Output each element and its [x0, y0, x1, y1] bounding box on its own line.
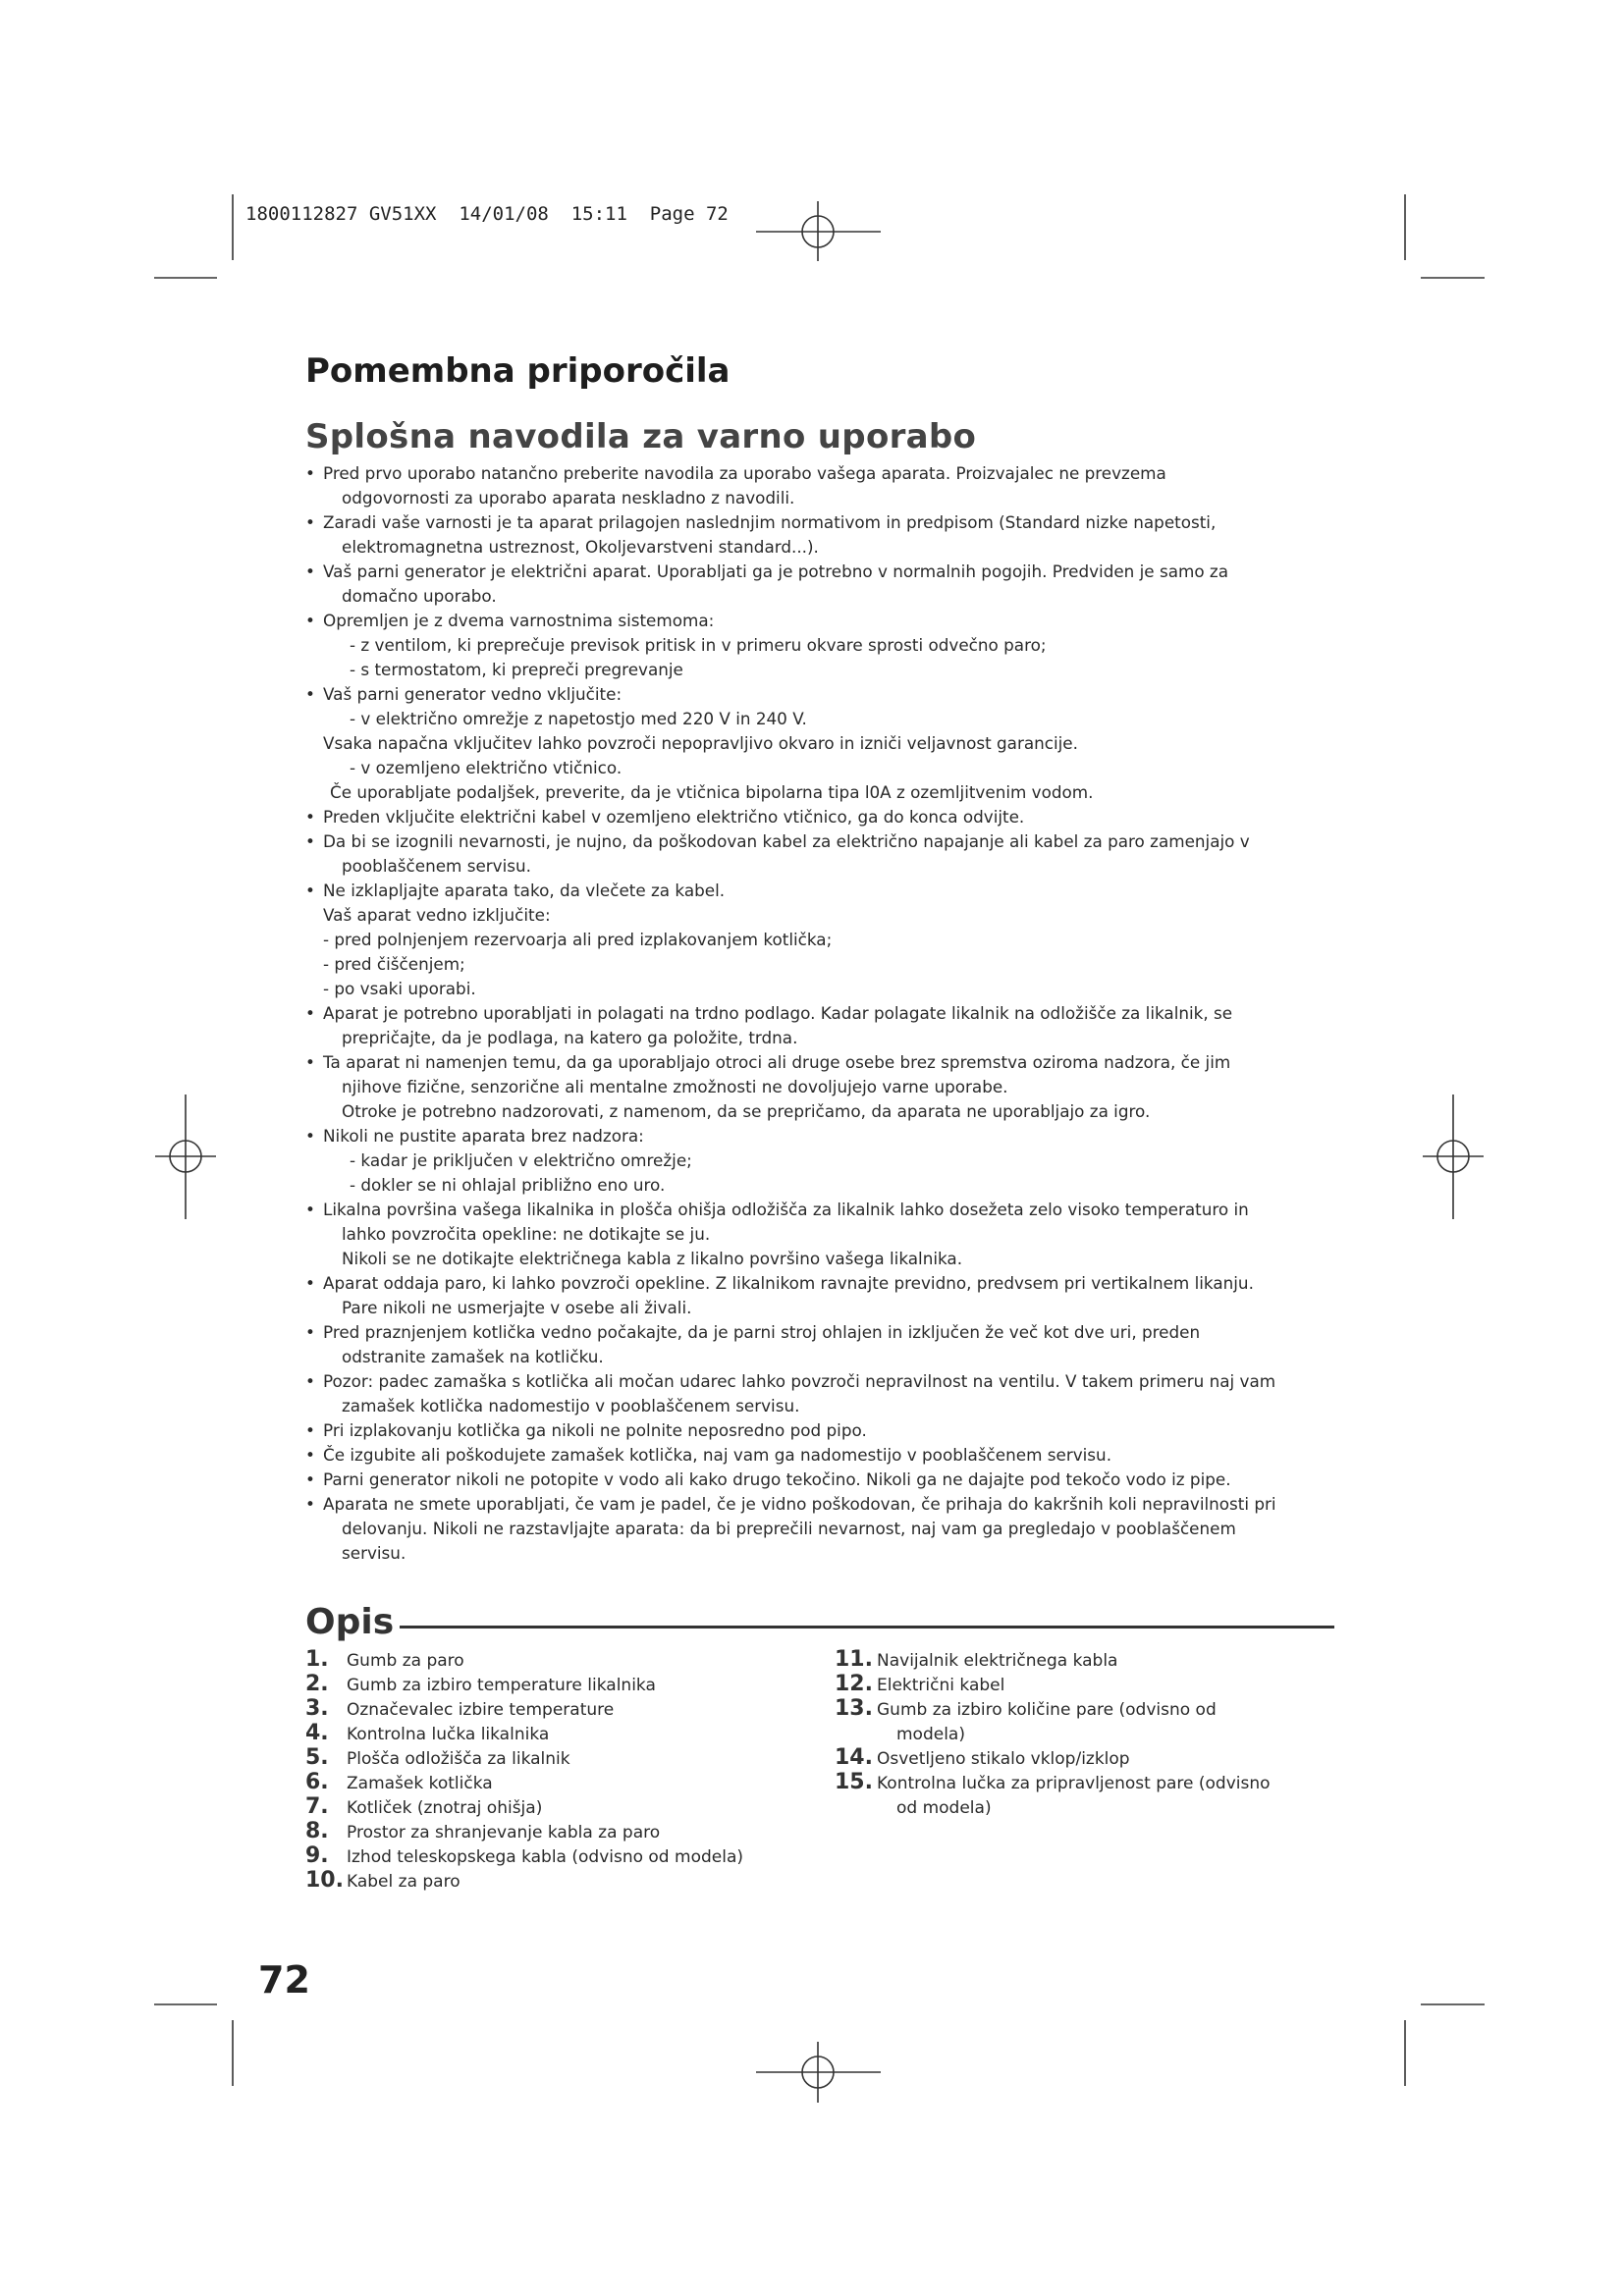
- rule-line: - po vsaki uporabi.: [323, 979, 476, 998]
- rule-item: [305, 461, 1322, 510]
- page-title: Pomembna priporočila: [305, 351, 731, 391]
- part-item: [305, 1796, 816, 1821]
- rule-item: [305, 1050, 1322, 1124]
- rule-line: Pare nikoli ne usmerjajte v osebe ali živali.: [342, 1298, 692, 1317]
- rule-line: Vsaka napačna vključitev lahko povzroči nepopravljivo okvaro in izniči veljavnost garancije.: [323, 733, 1078, 753]
- rule-line: Pozor: padec zamaška s kotlička ali močan udarec lahko povzroči nepravilnost na ventilu. V takem primeru naj vam: [323, 1371, 1276, 1391]
- part-label: Kotliček (znotraj ohišja): [347, 1798, 543, 1818]
- part-item: [835, 1772, 1326, 1821]
- rule-line: pooblaščenem servisu.: [342, 856, 531, 876]
- bullet-icon: •: [305, 1273, 315, 1293]
- part-item: [305, 1698, 816, 1723]
- rule-line: njihove fizične, senzorične ali mentalne zmožnosti ne dovoljujejo varne uporabe.: [342, 1077, 1008, 1096]
- part-label: Električni kabel: [877, 1676, 1005, 1695]
- rule-line: Aparata ne smete uporabljati, če vam je padel, če je vidno poškodovan, če prihaja do kakršnih koli nepravilnosti pri: [323, 1494, 1276, 1514]
- registration-mark-right: [1423, 1095, 1484, 1219]
- rule-line: - s termostatom, ki prepreči pregrevanje: [350, 660, 683, 679]
- part-label: Osvetljeno stikalo vklop/izklop: [877, 1749, 1130, 1769]
- rule-line: prepričajte, da je podlaga, na katero ga položite, trdna.: [342, 1028, 798, 1047]
- part-label: Plošča odložišča za likalnik: [347, 1749, 570, 1769]
- part-label: Izhod teleskopskega kabla (odvisno od modela): [347, 1847, 743, 1867]
- rule-line: Ne izklapljajte aparata tako, da vlečete za kabel.: [323, 881, 726, 900]
- rule-line: Preden vključite električni kabel v ozemljeno električno vtičnico, ga do konca odvijte.: [323, 807, 1025, 827]
- part-number: 15.: [835, 1770, 873, 1794]
- rule-line: elektromagnetna ustreznost, Okoljevarstveni standard...).: [342, 537, 819, 557]
- bullet-icon: •: [305, 831, 315, 851]
- part-item: [305, 1870, 816, 1895]
- rule-line: delovanju. Nikoli ne razstavljajte aparata: da bi preprečili nevarnost, naj vam ga pregledajo v pooblaščenem: [342, 1519, 1236, 1538]
- part-label: Gumb za paro: [347, 1651, 464, 1671]
- rule-line: - kadar je priključen v električno omrežje;: [350, 1150, 692, 1170]
- rule-item: [305, 560, 1322, 609]
- bullet-icon: •: [305, 463, 315, 483]
- bullet-icon: •: [305, 684, 315, 704]
- part-number: 13.: [835, 1696, 873, 1721]
- part-item: [835, 1674, 1326, 1698]
- rule-line: Nikoli se ne dotikajte električnega kabla z likalno površino vašega likalnika.: [342, 1249, 963, 1268]
- part-number: 10.: [305, 1868, 344, 1893]
- rule-item: [305, 829, 1322, 879]
- part-number: 14.: [835, 1745, 873, 1770]
- part-item: [305, 1674, 816, 1698]
- part-item: [835, 1649, 1326, 1674]
- part-number: 9.: [305, 1843, 329, 1868]
- rule-line: Pred praznjenjem kotlička vedno počakajte, da je parni stroj ohlajen in izključen že več kot dve uri, preden: [323, 1322, 1201, 1342]
- rule-line: Pred prvo uporabo natančno preberite navodila za uporabo vašega aparata. Proizvajalec ne prevzema: [323, 463, 1166, 483]
- rule-item: [305, 1124, 1322, 1198]
- part-label: Navijalnik električnega kabla: [877, 1651, 1118, 1671]
- rule-line: Vaš parni generator vedno vključite:: [323, 684, 623, 704]
- rule-line: Ta aparat ni namenjen temu, da ga uporabljajo otroci ali druge osebe brez spremstva oziroma nadzora, če jim: [323, 1052, 1231, 1072]
- bullet-icon: •: [305, 611, 315, 630]
- rule-line: Nikoli ne pustite aparata brez nadzora:: [323, 1126, 644, 1146]
- part-label: Gumb za izbiro količine pare (odvisno od: [877, 1700, 1217, 1720]
- rule-line: - v električno omrežje z napetostjo med 220 V in 240 V.: [350, 709, 807, 728]
- rule-line: - pred čiščenjem;: [323, 954, 465, 974]
- rule-line: Če uporabljate podaljšek, preverite, da je vtičnica bipolarna tipa l0A z ozemljitvenim vodom.: [330, 782, 1094, 802]
- part-number: 11.: [835, 1647, 873, 1672]
- rule-item: [305, 510, 1322, 560]
- part-number: 4.: [305, 1721, 329, 1745]
- rule-item: [305, 1320, 1322, 1369]
- part-label: Označevalec izbire temperature: [347, 1700, 615, 1720]
- part-item: [835, 1698, 1326, 1747]
- bullet-icon: •: [305, 1445, 315, 1465]
- rule-item: [305, 805, 1322, 829]
- rule-line: - pred polnjenjem rezervoarja ali pred izplakovanjem kotlička;: [323, 930, 833, 949]
- rule-line: odstranite zamašek na kotličku.: [342, 1347, 604, 1366]
- part-item: [305, 1747, 816, 1772]
- rule-line: odgovornosti za uporabo aparata neskladno z navodili.: [342, 488, 795, 507]
- bullet-icon: •: [305, 1469, 315, 1489]
- rule-line: Otroke je potrebno nadzorovati, z namenom, da se prepričamo, da aparata ne uporabljajo za igro.: [342, 1101, 1151, 1121]
- bullet-icon: •: [305, 512, 315, 532]
- rule-line: Vaš parni generator je električni aparat. Uporabljati ga je potrebno v normalnih pogojih. Predviden je samo za: [323, 561, 1229, 581]
- rule-line: Če izgubite ali poškodujete zamašek kotlička, naj vam ga nadomestijo v pooblaščenem servisu.: [323, 1445, 1112, 1465]
- rule-item: [305, 1492, 1322, 1566]
- rule-line: Vaš aparat vedno izključite:: [323, 905, 551, 925]
- rule-item: [305, 682, 1322, 805]
- bullet-icon: •: [305, 881, 315, 900]
- part-label: Kontrolna lučka za pripravljenost pare (odvisno: [877, 1774, 1271, 1793]
- rule-line: Likalna površina vašega likalnika in plošča ohišja odložišča za likalnik lahko dosežeta zelo visoko temperaturo in: [323, 1200, 1249, 1219]
- description-heading-row: [305, 1597, 1334, 1646]
- rule-line: Aparat oddaja paro, ki lahko povzroči opekline. Z likalnikom ravnajte previdno, predvsem pri vertikalnem likanju.: [323, 1273, 1254, 1293]
- bullet-icon: •: [305, 1200, 315, 1219]
- rule-line: domačno uporabo.: [342, 586, 497, 606]
- part-label: Zamašek kotlička: [347, 1774, 493, 1793]
- rule-line: servisu.: [342, 1543, 406, 1563]
- part-number: 3.: [305, 1696, 329, 1721]
- rule-line: Zaradi vaše varnosti je ta aparat prilagojen naslednjim normativom in predpisom (Standard nizke napetosti,: [323, 512, 1217, 532]
- part-number: 8.: [305, 1819, 329, 1843]
- part-label: Gumb za izbiro temperature likalnika: [347, 1676, 656, 1695]
- rule-line: - v ozemljeno električno vtičnico.: [350, 758, 623, 777]
- bullet-icon: •: [305, 1494, 315, 1514]
- rule-line: zamašek kotlička nadomestijo v pooblaščenem servisu.: [342, 1396, 800, 1415]
- bullet-icon: •: [305, 561, 315, 581]
- rule-line: Opremljen je z dvema varnostnima sistemoma:: [323, 611, 715, 630]
- rule-item: [305, 1271, 1322, 1320]
- part-number: 6.: [305, 1770, 329, 1794]
- part-item: [305, 1772, 816, 1796]
- heading-rule: [400, 1626, 1334, 1629]
- part-label: od modela): [896, 1798, 992, 1818]
- registration-mark-left: [155, 1095, 216, 1219]
- rule-item: [305, 1198, 1322, 1271]
- print-slug: 1800112827 GV51XX 14/01/08 15:11 Page 72: [245, 203, 729, 225]
- part-number: 2.: [305, 1672, 329, 1696]
- parts-list-right: [835, 1649, 1326, 1821]
- rule-item: [305, 1443, 1322, 1468]
- bullet-icon: •: [305, 1420, 315, 1440]
- bullet-icon: •: [305, 1126, 315, 1146]
- rule-item: [305, 1418, 1322, 1443]
- part-item: [835, 1747, 1326, 1772]
- bullet-icon: •: [305, 807, 315, 827]
- part-number: 7.: [305, 1794, 329, 1819]
- rule-line: Aparat je potrebno uporabljati in polagati na trdno podlago. Kadar polagate likalnik na odložišče za likalnik, se: [323, 1003, 1233, 1023]
- page-number: 72: [258, 1958, 310, 2002]
- rule-item: [305, 1369, 1322, 1418]
- rule-line: lahko povzročita opekline: ne dotikajte se ju.: [342, 1224, 711, 1244]
- rule-item: [305, 1001, 1322, 1050]
- part-label: Kontrolna lučka likalnika: [347, 1725, 550, 1744]
- rule-line: Pri izplakovanju kotlička ga nikoli ne polnite neposredno pod pipo.: [323, 1420, 867, 1440]
- part-number: 1.: [305, 1647, 329, 1672]
- section-title-safety: Splošna navodila za varno uporabo: [305, 417, 977, 456]
- part-item: [305, 1821, 816, 1845]
- rule-line: Parni generator nikoli ne potopite v vodo ali kako drugo tekočino. Nikoli ga ne dajajte pod tekočo vodo iz pipe.: [323, 1469, 1231, 1489]
- part-label: Kabel za paro: [347, 1872, 460, 1892]
- part-item: [305, 1649, 816, 1674]
- part-item: [305, 1723, 816, 1747]
- registration-mark-top: [756, 201, 881, 261]
- bullet-icon: •: [305, 1371, 315, 1391]
- part-item: [305, 1845, 816, 1870]
- bullet-icon: •: [305, 1052, 315, 1072]
- registration-mark-bottom: [756, 2042, 881, 2103]
- rule-item: [305, 609, 1322, 682]
- rule-line: Da bi se izognili nevarnosti, je nujno, da poškodovan kabel za električno napajanje ali kabel za paro zamenjajo v: [323, 831, 1250, 851]
- rule-item: [305, 1468, 1322, 1492]
- safety-rules-list: [305, 461, 1322, 1566]
- bullet-icon: •: [305, 1322, 315, 1342]
- rule-line: - dokler se ni ohlajal približno eno uro.: [350, 1175, 666, 1195]
- description-heading: Opis: [305, 1601, 395, 1642]
- part-label: Prostor za shranjevanje kabla za paro: [347, 1823, 661, 1842]
- rule-item: [305, 879, 1322, 1001]
- part-number: 5.: [305, 1745, 329, 1770]
- rule-line: - z ventilom, ki preprečuje previsok pritisk in v primeru okvare sprosti odvečno paro;: [350, 635, 1047, 655]
- part-number: 12.: [835, 1672, 873, 1696]
- bullet-icon: •: [305, 1003, 315, 1023]
- parts-list-left: [305, 1649, 816, 1895]
- part-label: modela): [896, 1725, 965, 1744]
